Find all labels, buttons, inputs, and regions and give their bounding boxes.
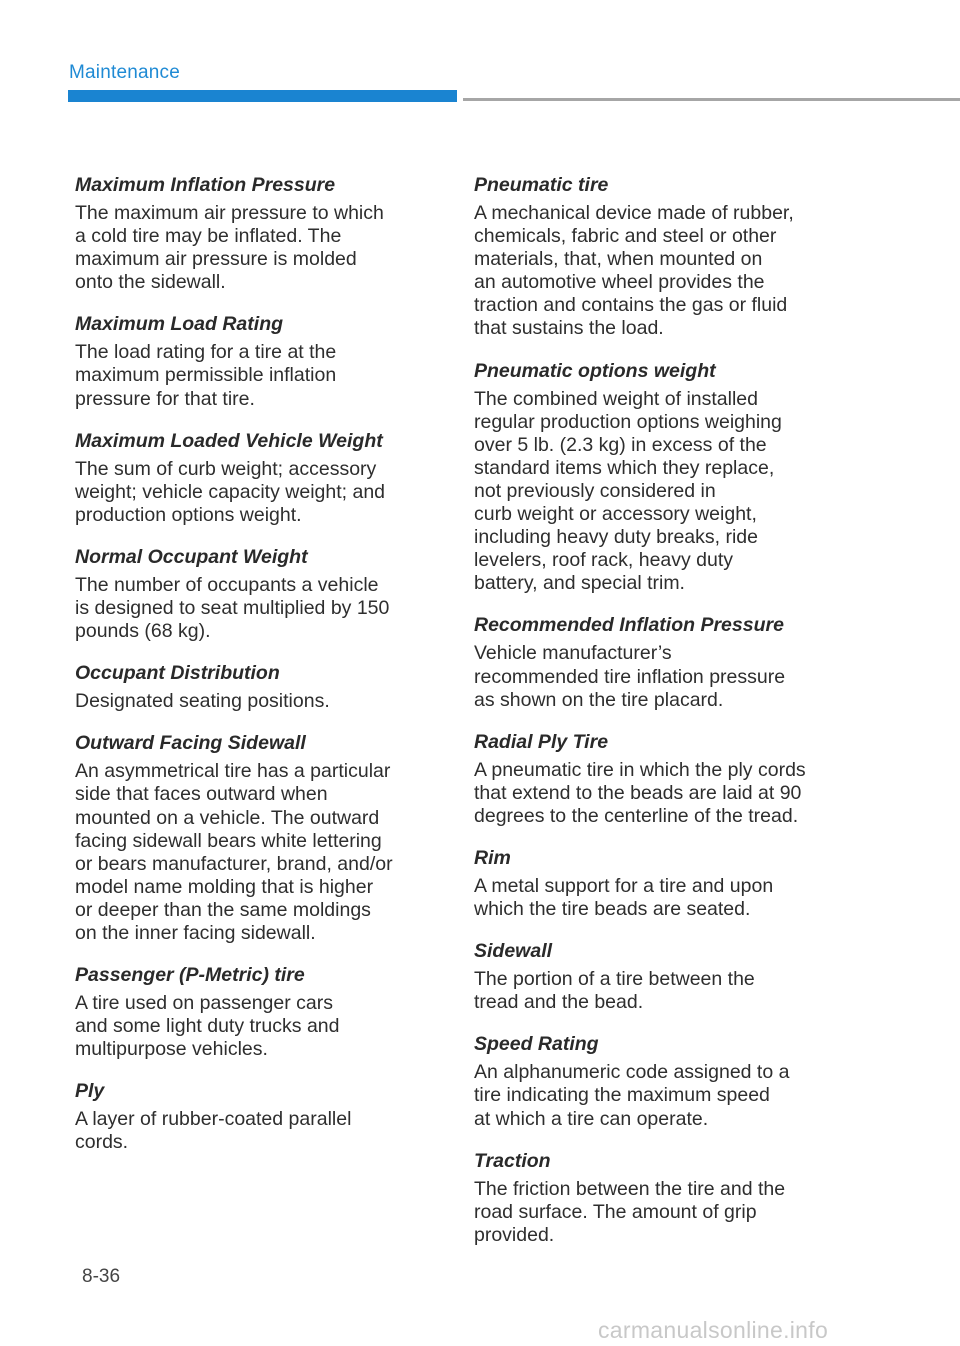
glossary-entry [474, 612, 844, 711]
glossary-definition: A tire used on passenger cars and some light duty trucks and multipurpose vehicles. [75, 992, 340, 1061]
glossary-term: Recommended Inflation Pressure [474, 614, 784, 637]
glossary-term: Pneumatic tire [474, 174, 609, 196]
glossary-entry [474, 172, 844, 341]
glossary-definition: The maximum air pressure to which a cold tire may be inflated. The maximum air pressure is molded onto the sidewall. [75, 202, 384, 294]
glossary-definition: The combined weight of installed regular production options weighing over 5 lb. (2.3 kg) in excess of the standard items which they replace, not previously considered in curb weight or accessory weight, including heavy duty breaks, ride levelers, roof rack, heavy duty battery, and special trim. [474, 387, 782, 595]
glossary-entry [474, 729, 844, 828]
glossary-definition: A pneumatic tire in which the ply cords that extend to the beads are laid at 90 degrees to the centerline of the tread. [474, 758, 806, 827]
glossary-definition: A metal support for a tire and upon which the tire beads are seated. [474, 874, 774, 921]
glossary-term: Maximum Inflation Pressure [75, 174, 336, 196]
glossary-term: Traction [474, 1149, 551, 1172]
header-divider-rule [463, 98, 960, 101]
glossary-entry [75, 962, 445, 1061]
glossary-term: Normal Occupant Weight [75, 545, 308, 568]
glossary-definition: Designated seating positions. [75, 690, 330, 713]
right-column [474, 172, 844, 1264]
glossary-entry [75, 544, 445, 643]
glossary-definition: A mechanical device made of rubber, chemicals, fabric and steel or other materials, that, when mounted on an automotive wheel provides the traction and contains the gas or fluid that sustains the load. [474, 202, 794, 340]
glossary-term: Outward Facing Sidewall [75, 732, 306, 755]
header-accent-rule [68, 90, 457, 102]
left-column [75, 172, 445, 1172]
glossary-term: Occupant Distribution [75, 662, 280, 685]
watermark: carmanualsonline.info [598, 1317, 829, 1343]
section-title: Maintenance [69, 62, 180, 83]
glossary-entry [75, 660, 445, 713]
glossary-term: Radial Ply Tire [474, 730, 609, 753]
page-number: 8-36 [82, 1266, 121, 1287]
glossary-definition: An alphanumeric code assigned to a tire indicating the maximum speed at which a tire can operate. [474, 1061, 790, 1130]
glossary-entry [75, 311, 445, 410]
glossary-term: Ply [75, 1080, 105, 1103]
glossary-term: Passenger (P-Metric) tire [75, 964, 305, 987]
glossary-definition: A layer of rubber-coated parallel cords. [75, 1108, 352, 1154]
glossary-term: Speed Rating [474, 1033, 599, 1056]
glossary-entry [75, 1078, 445, 1154]
glossary-definition: The friction between the tire and the road surface. The amount of grip provided. [474, 1177, 786, 1246]
glossary-entry [474, 845, 844, 921]
glossary-term: Maximum Loaded Vehicle Weight [75, 429, 383, 452]
glossary-term: Maximum Load Rating [75, 313, 284, 336]
glossary-definition: The number of occupants a vehicle is designed to seat multiplied by 150 pounds (68 kg). [75, 573, 390, 643]
glossary-entry [474, 1031, 844, 1130]
glossary-entry [474, 358, 844, 596]
glossary-entry [75, 172, 445, 294]
glossary-definition: Vehicle manufacturer’s recommended tire inflation pressure as shown on the tire placard. [474, 642, 786, 711]
glossary-entry [474, 1148, 844, 1247]
glossary-definition: The portion of a tire between the tread and the bead. [474, 968, 755, 1014]
glossary-entry [474, 938, 844, 1014]
glossary-term: Pneumatic options weight [474, 359, 716, 382]
glossary-definition: The load rating for a tire at the maximum permissible inflation pressure for that tire. [75, 341, 337, 410]
glossary-term: Sidewall [474, 940, 553, 963]
glossary-definition: The sum of curb weight; accessory weight; vehicle capacity weight; and production options weight. [75, 457, 386, 526]
glossary-entry [75, 428, 445, 527]
glossary-entry [75, 730, 445, 945]
glossary-definition: An asymmetrical tire has a particular side that faces outward when mounted on a vehicle. The outward facing sidewall bears white lettering or bears manufacturer, brand, and/or model name molding that is higher or deeper than the same moldings on the inner facing sidewall. [75, 760, 393, 944]
glossary-term: Rim [474, 846, 511, 869]
